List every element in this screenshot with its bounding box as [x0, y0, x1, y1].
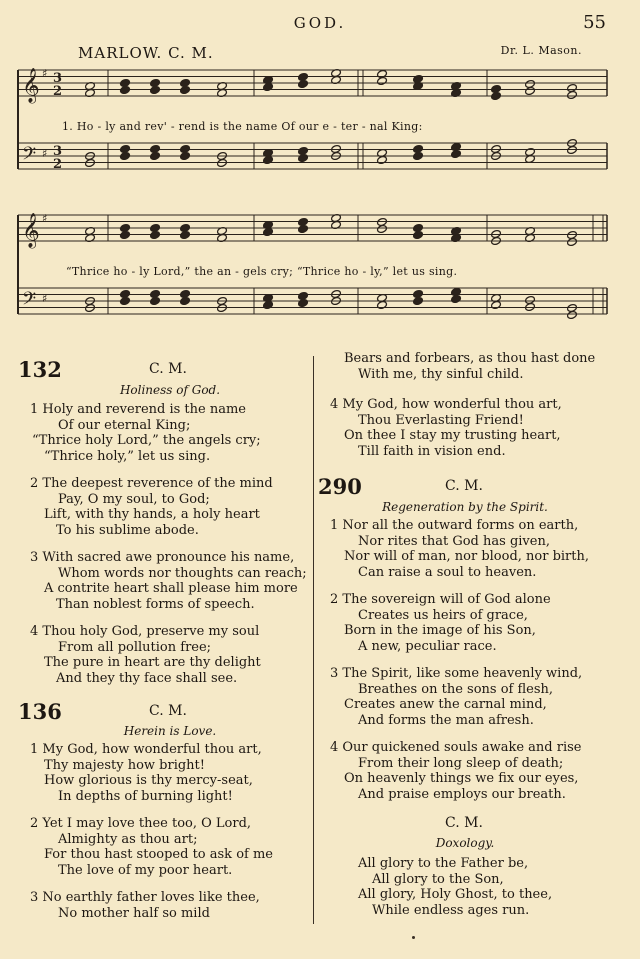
verse-line: Nor rites that God has given,: [358, 533, 550, 549]
note-head: [491, 300, 502, 309]
verse-line: A new, peculiar race.: [358, 638, 497, 654]
note-head: [567, 237, 578, 246]
note-head: [298, 153, 309, 162]
hymn-meter: C. M.: [445, 478, 483, 494]
verse-line: Creates anew the carnal mind,: [344, 697, 547, 712]
doxology-subtitle: Doxology.: [435, 836, 495, 850]
note-head: [451, 149, 462, 158]
note-head: [298, 224, 309, 233]
music-score: [0, 0, 640, 345]
verse-line: On thee I stay my trusting heart,: [344, 428, 561, 443]
verse-line: Thou Everlasting Friend!: [358, 412, 524, 428]
note-head: [263, 155, 274, 164]
printer-mark: [412, 936, 415, 939]
verse-line: Than noblest forms of speech.: [56, 596, 255, 612]
verse-line: Bears and forbears, as thou hast done: [344, 351, 596, 366]
verse-line: Breathes on the sons of flesh,: [358, 681, 554, 697]
note-head: [263, 300, 274, 309]
verse-line: All glory to the Father be,: [358, 856, 529, 871]
verse-line: 1 Nor all the outward forms on earth,: [330, 518, 579, 533]
hymn-number: 136: [18, 699, 62, 724]
note-head: [120, 151, 131, 160]
verse-line: A contrite heart shall please him more: [44, 581, 298, 596]
note-head: [120, 230, 131, 239]
verse-line: Almighty as thou art;: [58, 831, 198, 847]
verse-line: 4 My God, how wonderful thou art,: [330, 397, 562, 412]
note-head: [567, 310, 578, 319]
verse-line: While endless ages run.: [372, 902, 530, 918]
hymn-subtitle: Holiness of God.: [119, 383, 221, 397]
note-head: [150, 85, 161, 94]
note-head: [377, 155, 388, 164]
note-head: [377, 76, 388, 85]
note-head: [150, 151, 161, 160]
verse-line: From all pollution free;: [58, 639, 212, 655]
verse-line: To his sublime abode.: [56, 522, 199, 538]
verse-line: Creates us heirs of grace,: [358, 607, 528, 623]
note-head: [413, 296, 424, 305]
time-signature-top: 3: [53, 71, 63, 86]
note-head: [491, 91, 502, 100]
verse-line: 4 Our quickened souls awake and rise: [330, 740, 582, 755]
treble-clef-icon: 𝄞: [22, 68, 40, 103]
sharp-icon: ♯: [42, 212, 48, 225]
verse-line: Of our eternal King;: [58, 417, 191, 433]
note-head: [298, 298, 309, 307]
verse-line: 1 My God, how wonderful thou art,: [30, 742, 262, 757]
verse-line: All glory, Holy Ghost, to thee,: [358, 887, 553, 902]
note-head: [413, 230, 424, 239]
hymn-subtitle: Regeneration by the Spirit.: [382, 500, 548, 514]
note-head: [263, 227, 274, 236]
verse-line: 2 The sovereign will of God alone: [330, 592, 551, 607]
verse-line: 4 Thou holy God, preserve my soul: [30, 624, 260, 639]
hymn-number: 290: [318, 474, 362, 499]
verse-line: How glorious is thy mercy-seat,: [44, 773, 253, 788]
note-head: [120, 296, 131, 305]
time-signature-bottom: 2: [53, 84, 63, 99]
time-signature-bottom: 2: [53, 157, 63, 172]
note-head: [180, 151, 191, 160]
lyrics-line-1: 1. Ho - ly and rev' - rend is the name Of our e - ter - nal King:: [62, 120, 423, 133]
note-head: [377, 300, 388, 309]
verse-line: 3 No earthly father loves like thee,: [30, 890, 260, 905]
running-title: GOD.: [293, 14, 347, 32]
lyrics-line-2: “Thrice ho - ly Lord,” the an - gels cry; “Thrice ho - ly,” let us sing.: [66, 265, 458, 278]
verse-line: The love of my poor heart.: [58, 862, 233, 878]
tune-name: MARLOW. C. M.: [78, 44, 214, 62]
verse-line: Nor will of man, nor blood, nor birth,: [344, 549, 590, 564]
note-head: [451, 294, 462, 303]
hymn-meter: C. M.: [149, 361, 187, 377]
verse-line: Born in the image of his Son,: [344, 623, 536, 638]
verse-line: 3 With sacred awe pronounce his name,: [30, 550, 295, 565]
doxology-meter: C. M.: [445, 815, 483, 831]
hymn-subtitle: Herein is Love.: [123, 724, 217, 738]
verse-line: On heavenly things we fix our eyes,: [344, 771, 579, 786]
verse-line: All glory to the Son,: [372, 871, 504, 887]
sharp-icon: ♯: [42, 147, 48, 160]
note-head: [180, 296, 191, 305]
bass-clef-icon: 𝄢: [22, 289, 37, 314]
note-head: [150, 296, 161, 305]
verse-line: In depths of burning light!: [58, 788, 233, 804]
verse-line: Lift, with thy hands, a holy heart: [44, 507, 260, 522]
verse-line: Can raise a soul to heaven.: [358, 564, 537, 580]
verse-line: No mother half so mild: [58, 905, 210, 921]
note-head: [150, 230, 161, 239]
note-head: [180, 230, 191, 239]
verse-line: Till faith in vision end.: [358, 443, 506, 459]
verse-line: The pure in heart are thy delight: [44, 655, 261, 670]
note-head: [413, 151, 424, 160]
hymn-meter: C. M.: [149, 703, 187, 719]
column-divider: [313, 356, 314, 924]
note-head: [120, 85, 131, 94]
verse-line: 2 Yet I may love thee too, O Lord,: [30, 816, 252, 831]
note-head: [180, 85, 191, 94]
page-number: 55: [583, 12, 606, 33]
verse-line: And they thy face shall see.: [56, 670, 238, 686]
treble-clef-icon: 𝄞: [22, 213, 40, 248]
verse-line: 2 The deepest reverence of the mind: [30, 476, 273, 491]
bass-clef-icon: 𝄢: [22, 144, 37, 169]
verse-line: Pay, O my soul, to God;: [58, 491, 210, 507]
verse-line: With me, thy sinful child.: [358, 367, 524, 382]
verse-line: And forms the man afresh.: [358, 712, 534, 728]
verse-line: Whom words nor thoughts can reach;: [58, 565, 307, 581]
note-head: [525, 86, 536, 95]
verse-line: 1 Holy and reverend is the name: [30, 402, 246, 417]
note-head: [377, 224, 388, 233]
verse-line: “Thrice holy Lord,” the angels cry;: [32, 433, 261, 448]
sharp-icon: ♯: [42, 292, 48, 305]
verse-line: 3 The Spirit, like some heavenly wind,: [330, 666, 583, 681]
verse-line: “Thrice holy,” let us sing.: [44, 448, 211, 464]
note-head: [567, 90, 578, 99]
hymn-number: 132: [18, 357, 62, 382]
time-signature-top: 3: [53, 144, 63, 159]
verse-line: From their long sleep of death;: [358, 755, 564, 771]
note-head: [263, 82, 274, 91]
sharp-icon: ♯: [42, 67, 48, 80]
verse-line: For thou hast stooped to ask of me: [44, 847, 273, 862]
verse-line: And praise employs our breath.: [358, 786, 566, 802]
verse-line: Thy majesty how bright!: [44, 757, 205, 773]
composer-credit: Dr. L. Mason.: [500, 44, 582, 57]
note-head: [298, 79, 309, 88]
